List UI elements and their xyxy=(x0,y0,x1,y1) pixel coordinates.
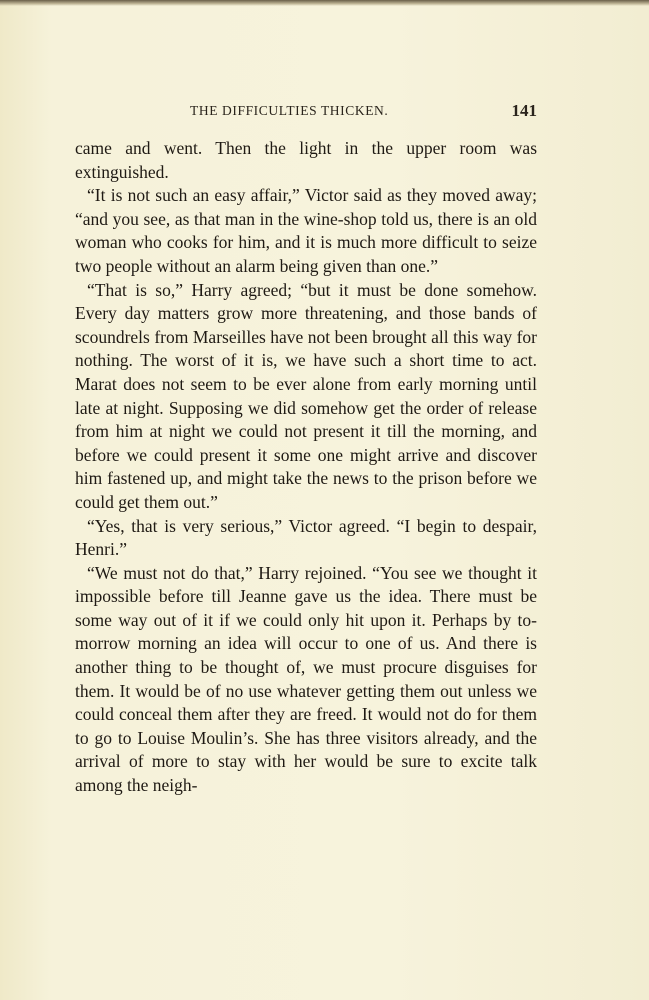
running-title: THE DIFFICULTIES THICKEN. xyxy=(190,103,389,118)
paragraph: “It is not such an easy affair,” Victor said as they moved away; “and you see, as that man in the wine-shop told us, there is an old woman who cooks for him, and it is much more difficult to seize two people without an alarm being given than one.” xyxy=(75,185,537,276)
paragraph: “We must not do that,” Harry rejoined. “You see we thought it impossible before till Jeanne gave us the idea. There must be some way out of it if we could only hit upon it. Perhaps by to-morrow morning an idea will occur to one of us. And there is another thing to be thought of, we must procure disguises for them. It would be of no use whatever getting them out unless we could conceal them after they are freed. It would not do for them to go to Louise Moulin’s. She has three visitors already, and the arrival of more to stay with her would be sure to excite talk among the neigh- xyxy=(75,562,537,796)
paragraph: “Yes, that is very serious,” Victor agreed. “I begin to despair, Henri.” xyxy=(75,515,537,560)
body-text xyxy=(75,137,537,798)
page-number: 141 xyxy=(511,101,537,120)
paragraph: “That is so,” Harry agreed; “but it must be done somehow. Every day matters grow more threatening, and those bands of scoundrels from Marseilles have not been brought all this way for nothing. The worst of it is, we have such a short time to act. Marat does not seem to be ever alone from early morning until late at night. Supposing we did somehow get the order of release from him at night we could not present it till the morning, and before we could present it some one might arrive and discover him fastened up, and might take the news to the prison before we could get them out.” xyxy=(75,279,537,512)
paragraph-continuation: came and went. Then the light in the upper room was extinguished. xyxy=(75,138,537,182)
page-top-edge xyxy=(0,0,649,6)
page-header xyxy=(75,101,537,125)
